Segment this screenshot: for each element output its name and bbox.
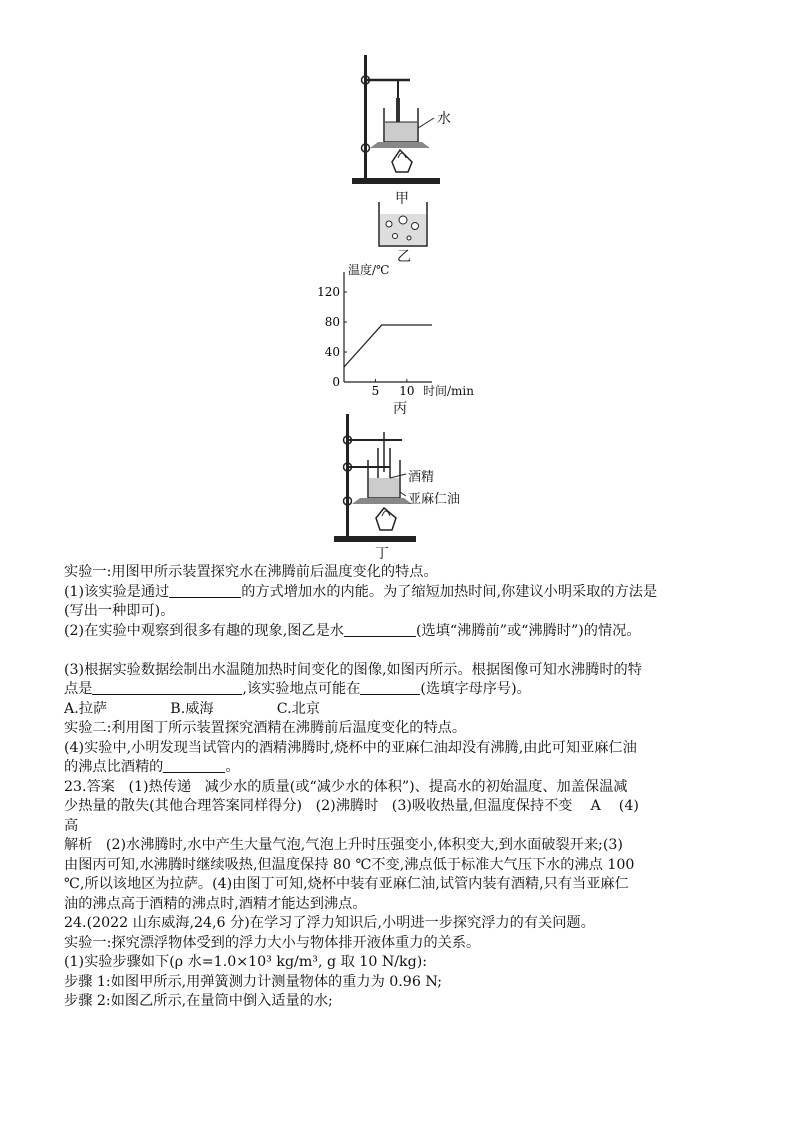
text-segment: (3)根据实验数据绘制出水温随加热时间变化的图像,如图丙所示。根据图像可知水沸腾时的特 [64, 661, 642, 678]
linseed-oil-label: 亚麻仁油 [408, 492, 461, 507]
text-segment: (选填字母序号)。 [420, 681, 531, 697]
text-segment: 。 [225, 759, 240, 775]
question-text [64, 563, 754, 1012]
text-segment: (4)实验中,小明发现当试管内的酒精沸腾时,烧杯中的亚麻仁油却没有沸腾,由此可知亚麻仁油 [64, 739, 637, 756]
text-segment: 的方式增加水的内能。为了缩短加热时间,你建议小明采取的方法是 [241, 583, 658, 600]
y-tick-label: 0 [332, 375, 340, 389]
text-line [64, 700, 754, 720]
temperature-time-chart [317, 262, 500, 402]
text-line [64, 934, 754, 954]
temperature-line [344, 325, 432, 367]
text-line [64, 836, 754, 856]
y-axis-label: 温度/℃ [348, 263, 390, 277]
answer-blank [344, 622, 416, 637]
text-segment: 油的沸点高于酒精的沸点时,酒精才能达到沸点。 [64, 895, 367, 912]
text-segment: 解析 (2)水沸腾时,水中产生大量气泡,气泡上升时压强变小,体积变大,到水面破裂开来;(3) [64, 837, 623, 853]
answer-blank [163, 758, 225, 773]
y-tick-label: 80 [324, 315, 340, 329]
text-line [64, 856, 754, 876]
text-segment: (写出一种即可)。 [64, 603, 175, 619]
text-line [64, 661, 754, 681]
figure-yi-label: 乙 [397, 249, 411, 265]
text-segment: ℃,所以该地区为拉萨。(4)由图丁可知,烧杯中装有亚麻仁油,试管内装有酒精,只有当亚麻仁 [64, 876, 629, 892]
text-segment: 少热量的散失(其他合理答案同样得分) (2)沸腾时 (3)吸收热量,但温度保持不变 A (4) [64, 798, 639, 814]
y-tick-label: 40 [324, 345, 340, 359]
text-line [64, 973, 754, 993]
figure-ding-label: 丁 [375, 546, 389, 562]
text-line [64, 953, 754, 973]
answer-blank [360, 680, 420, 695]
text-segment: 实验一:探究漂浮物体受到的浮力大小与物体排开液体重力的关系。 [64, 934, 481, 951]
text-segment: (1)实验步骤如下(ρ 水=1.0×10³ kg/m³, g 取 10 N/kg): [64, 954, 428, 970]
text-line [64, 895, 754, 915]
text-segment: (选填“沸腾前”或“沸腾时”)的情况。 [415, 622, 641, 639]
figure-jia [350, 50, 460, 190]
text-segment: (1)该实验是通过 [64, 583, 170, 600]
text-segment: 步骤 2:如图乙所示,在量筒中倒入适量的水; [64, 993, 333, 1009]
apparatus-ding-drawing [332, 412, 482, 547]
answer-blank [169, 583, 241, 598]
water-label: 水 [437, 111, 451, 127]
text-segment: 高 [64, 817, 79, 834]
text-segment: 23.答案 (1)热传递 减少水的质量(或“减少水的体积”)、提高水的初始温度、加盖保温减 [64, 778, 628, 795]
text-line [64, 719, 754, 739]
text-line [64, 992, 754, 1012]
x-tick-label: 10 [399, 384, 415, 398]
text-line [64, 602, 754, 622]
text-line [64, 641, 754, 661]
text-segment: 点是 [64, 681, 93, 697]
text-segment: (2)在实验中观察到很多有趣的现象,图乙是水 [64, 622, 344, 639]
answer-blank [92, 680, 242, 695]
text-line [64, 680, 754, 700]
text-line [64, 817, 754, 837]
text-line [64, 563, 754, 583]
text-segment: 实验一:用图甲所示装置探究水在沸腾前后温度变化的特点。 [64, 564, 438, 580]
figure-bing [317, 262, 500, 402]
text-line [64, 622, 754, 642]
figure-bing-label: 丙 [393, 401, 407, 417]
figure-ding [332, 412, 482, 547]
text-line [64, 739, 754, 759]
text-segment: ,该实验地点可能在 [242, 681, 361, 697]
text-line [64, 797, 754, 817]
x-axis-label: 时间/min [423, 384, 474, 398]
text-line [64, 583, 754, 603]
text-segment: 的沸点比酒精的 [64, 759, 164, 775]
y-tick-label: 120 [317, 285, 340, 299]
text-line [64, 914, 754, 934]
text-line [64, 758, 754, 778]
text-segment: 步骤 1:如图甲所示,用弹簧测力计测量物体的重力为 0.96 N; [64, 973, 443, 990]
text-line [64, 875, 754, 895]
figure-jia-label: 甲 [395, 191, 409, 207]
text-segment: 24.(2022 山东威海,24,6 分)在学习了浮力知识后,小明进一步探究浮力的有关问题。 [64, 915, 595, 931]
text-segment: 实验二:利用图丁所示装置探究酒精在沸腾前后温度变化的特点。 [64, 720, 467, 736]
alcohol-label: 酒精 [408, 470, 435, 485]
text-segment: 由图丙可知,水沸腾时继续吸热,但温度保持 80 ℃不变,沸点低于标准大气压下水的沸点 100 [64, 856, 635, 873]
beaker-boiling-drawing [375, 200, 435, 250]
x-tick-label: 5 [371, 384, 380, 398]
figure-yi [375, 200, 435, 250]
text-line [64, 778, 754, 798]
text-segment: A.拉萨 B.威海 C.北京 [64, 700, 320, 717]
